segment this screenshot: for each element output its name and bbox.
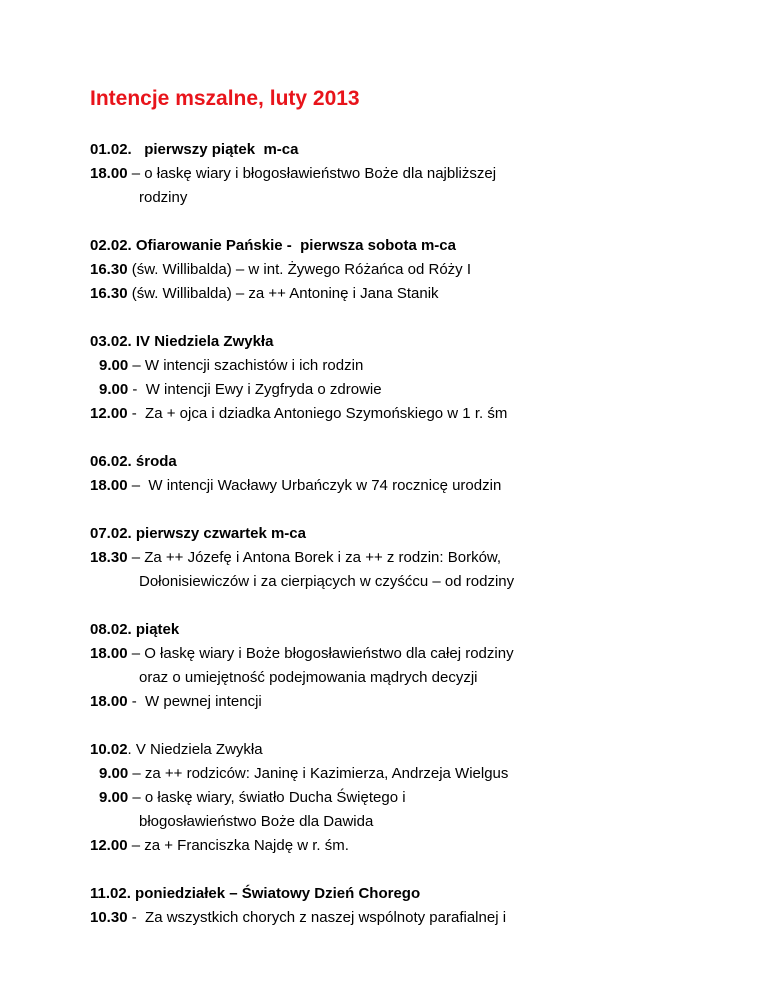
day-title: . V Niedziela Zwykła bbox=[127, 741, 263, 758]
mass-time: 18.30 bbox=[90, 549, 128, 566]
mass-intention: – W intencji Wacławy Urbańczyk w 74 rocznicę urodzin bbox=[127, 477, 502, 494]
document-page bbox=[90, 86, 730, 954]
mass-intention: – o łaskę wiary, światło Ducha Świętego i bbox=[128, 789, 406, 806]
day-date: 01.02. bbox=[90, 141, 132, 158]
mass-intention: – za ++ rodziców: Janinę i Kazimierza, Andrzeja Wielgus bbox=[128, 765, 509, 782]
day-section bbox=[90, 138, 730, 210]
mass-intention: (św. Willibalda) – za ++ Antoninę i Jana Stanik bbox=[127, 285, 439, 302]
day-date: 06.02. bbox=[90, 453, 132, 470]
mass-time: 9.00 bbox=[99, 381, 129, 398]
mass-entry bbox=[90, 546, 730, 594]
mass-entry bbox=[90, 402, 730, 426]
day-heading bbox=[90, 330, 730, 354]
day-date: 02.02. bbox=[90, 237, 132, 254]
mass-intention: - W intencji Ewy i Zygfryda o zdrowie bbox=[128, 381, 382, 398]
mass-entry bbox=[90, 258, 730, 282]
day-date: 10.02 bbox=[90, 741, 128, 758]
day-date: 07.02. bbox=[90, 525, 132, 542]
mass-time: 9.00 bbox=[99, 765, 129, 782]
mass-intention: (św. Willibalda) – w int. Żywego Różańca od Róży I bbox=[127, 261, 472, 278]
day-section bbox=[90, 882, 730, 930]
mass-time: 9.00 bbox=[99, 357, 129, 374]
mass-entry bbox=[90, 906, 730, 930]
mass-time: 18.00 bbox=[90, 693, 128, 710]
day-section bbox=[90, 738, 730, 858]
mass-entry bbox=[90, 834, 730, 858]
day-heading bbox=[90, 738, 730, 762]
day-section bbox=[90, 618, 730, 714]
day-title: IV Niedziela Zwykła bbox=[131, 333, 274, 350]
mass-time: 16.30 bbox=[90, 261, 128, 278]
day-date: 03.02. bbox=[90, 333, 132, 350]
day-heading bbox=[90, 450, 730, 474]
day-title: Ofiarowanie Pańskie - pierwsza sobota m-ca bbox=[131, 237, 456, 254]
day-title: poniedziałek – Światowy Dzień Chorego bbox=[130, 885, 421, 902]
mass-entry bbox=[90, 762, 730, 786]
mass-intention: - Za + ojca i dziadka Antoniego Szymońskiego w 1 r. śm bbox=[127, 405, 508, 422]
mass-entry bbox=[90, 162, 730, 210]
mass-entry bbox=[90, 786, 730, 834]
day-heading bbox=[90, 618, 730, 642]
mass-intention: – o łaskę wiary i błogosławieństwo Boże dla najbliższej bbox=[127, 165, 497, 182]
mass-intention-continued: Dołonisiewiczów i za cierpiących w czyśćcu – od rodziny bbox=[139, 573, 515, 590]
mass-intention: - Za wszystkich chorych z naszej wspólnoty parafialnej i bbox=[127, 909, 507, 926]
day-title: pierwszy czwartek m-ca bbox=[131, 525, 306, 542]
mass-entry bbox=[90, 690, 730, 714]
mass-entry bbox=[90, 474, 730, 498]
mass-intention-continued: błogosławieństwo Boże dla Dawida bbox=[139, 813, 374, 830]
day-title: pierwszy piątek m-ca bbox=[131, 141, 299, 158]
mass-intention: – O łaskę wiary i Boże błogosławieństwo dla całej rodziny bbox=[127, 645, 514, 662]
mass-time: 9.00 bbox=[99, 789, 129, 806]
day-section bbox=[90, 522, 730, 594]
day-heading bbox=[90, 522, 730, 546]
day-section bbox=[90, 330, 730, 426]
day-date: 08.02. bbox=[90, 621, 132, 638]
mass-intention-continued: oraz o umiejętność podejmowania mądrych decyzji bbox=[139, 669, 478, 686]
day-heading bbox=[90, 138, 730, 162]
mass-intention: – Za ++ Józefę i Antona Borek i za ++ z rodzin: Borków, bbox=[127, 549, 502, 566]
day-heading bbox=[90, 234, 730, 258]
mass-time: 16.30 bbox=[90, 285, 128, 302]
mass-intention: - W pewnej intencji bbox=[127, 693, 262, 710]
mass-time: 18.00 bbox=[90, 645, 128, 662]
mass-time: 18.00 bbox=[90, 477, 128, 494]
mass-entry bbox=[90, 642, 730, 690]
day-title: środa bbox=[131, 453, 177, 470]
mass-time: 12.00 bbox=[90, 405, 128, 422]
mass-entry bbox=[90, 282, 730, 306]
mass-intention: – W intencji szachistów i ich rodzin bbox=[128, 357, 364, 374]
mass-intention: – za + Franciszka Najdę w r. śm. bbox=[127, 837, 349, 854]
mass-time: 10.30 bbox=[90, 909, 128, 926]
mass-intention-continued: rodziny bbox=[139, 189, 188, 206]
intentions-list bbox=[90, 138, 730, 930]
day-heading bbox=[90, 882, 730, 906]
day-title: piątek bbox=[131, 621, 180, 638]
page-title: Intencje mszalne, luty 2013 bbox=[90, 87, 360, 110]
mass-time: 12.00 bbox=[90, 837, 128, 854]
mass-entry bbox=[90, 378, 730, 402]
day-section bbox=[90, 234, 730, 306]
mass-time: 18.00 bbox=[90, 165, 128, 182]
mass-entry bbox=[90, 354, 730, 378]
day-section bbox=[90, 450, 730, 498]
day-date: 11.02. bbox=[90, 885, 131, 902]
